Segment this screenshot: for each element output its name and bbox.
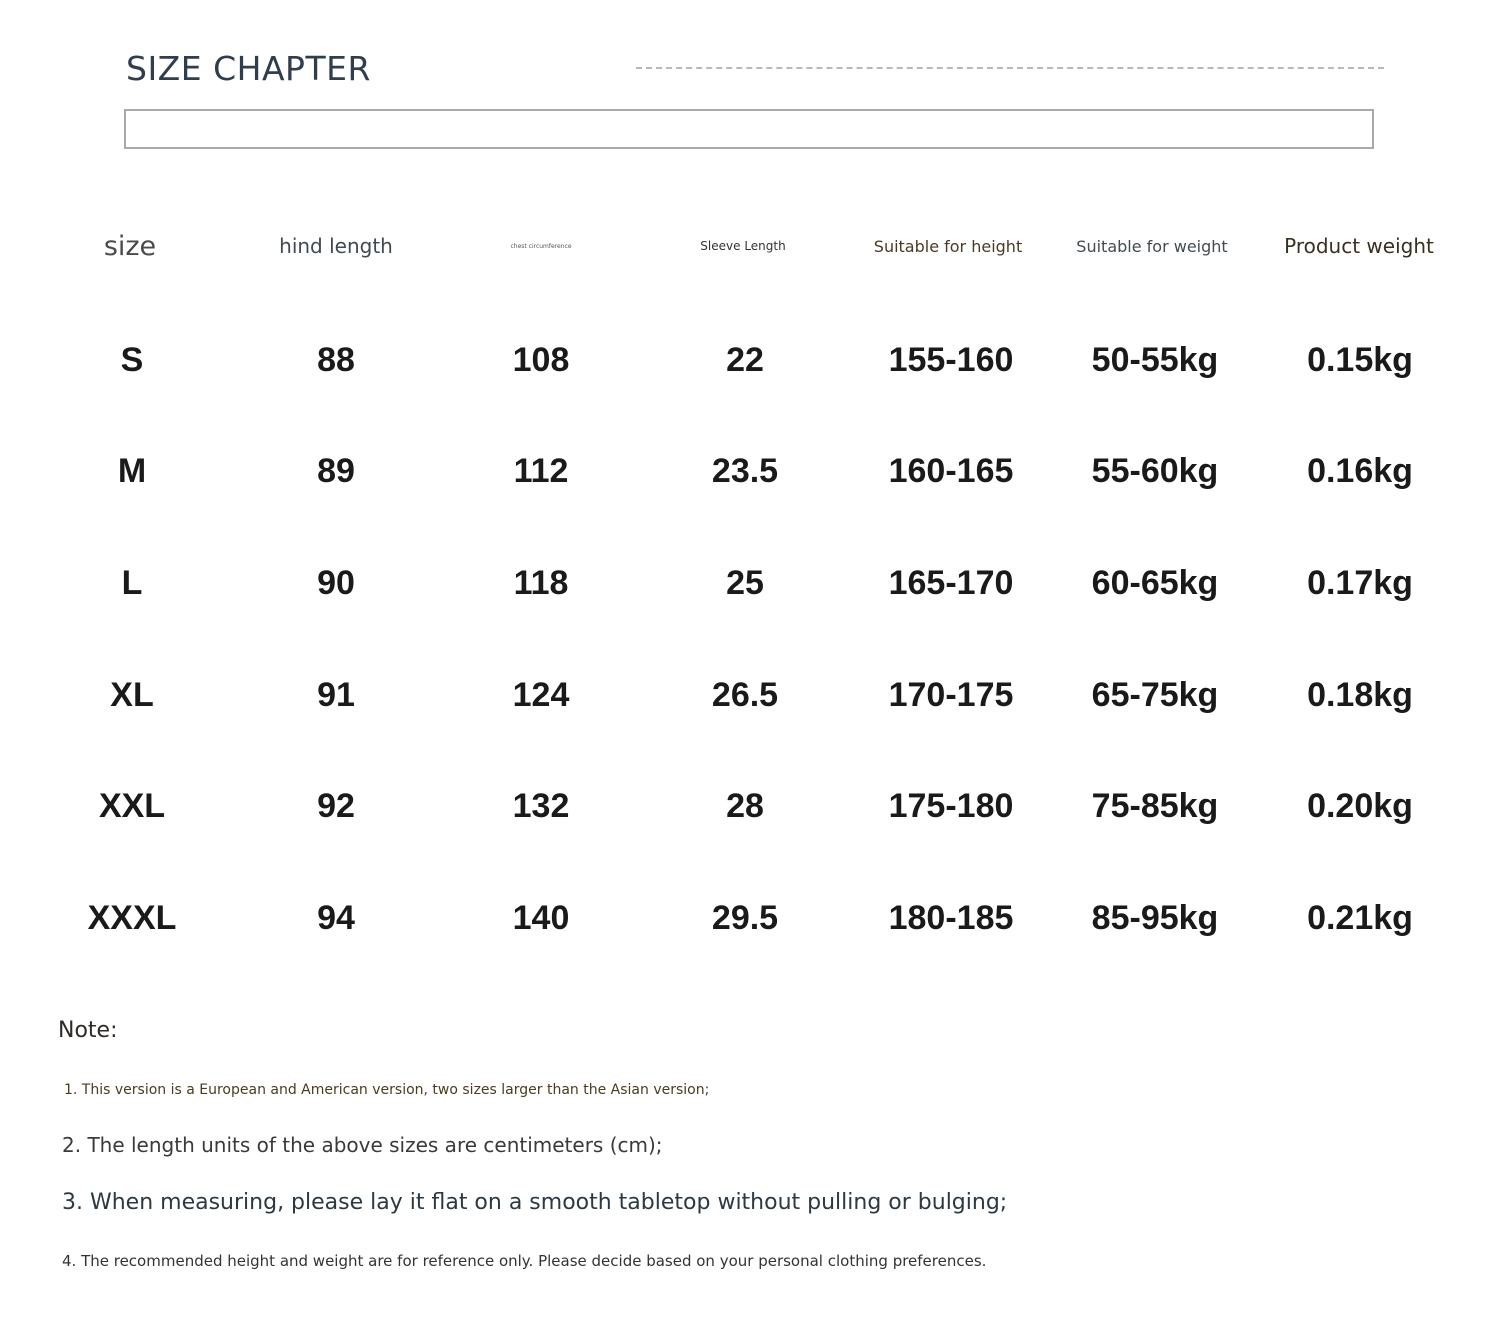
- table-cell: 26.5: [711, 675, 779, 714]
- table-cell: 132: [512, 786, 570, 825]
- table-cell: 90: [317, 563, 355, 602]
- title-banner-box: [124, 109, 1374, 149]
- table-cell: 0.17kg: [1307, 563, 1413, 602]
- table-cell: 91: [317, 675, 355, 714]
- table-cell: 23.5: [711, 451, 779, 490]
- table-cell: 60-65kg: [1091, 563, 1219, 602]
- table-cell: 88: [317, 340, 355, 379]
- table-row: [0, 776, 1496, 836]
- table-cell: 25: [726, 563, 764, 602]
- table-cell: 175-180: [888, 786, 1014, 825]
- page-title: SIZE CHAPTER: [126, 49, 371, 88]
- table-cell: 170-175: [888, 675, 1014, 714]
- note-item-4: 4. The recommended height and weight are for reference only. Please decide based on your personal clothing preferences.: [62, 1252, 987, 1270]
- table-cell: 0.15kg: [1307, 340, 1413, 379]
- table-cell: 140: [512, 898, 570, 937]
- table-cell: 65-75kg: [1091, 675, 1219, 714]
- table-cell: 118: [513, 563, 569, 602]
- title-dashed-divider: [636, 67, 1384, 69]
- table-cell: 22: [726, 340, 764, 379]
- note-item-3: 3. When measuring, please lay it flat on a smooth tabletop without pulling or bulging;: [62, 1190, 1008, 1215]
- column-header-suitable-height: Suitable for height: [873, 236, 1023, 256]
- table-row: [0, 888, 1496, 948]
- table-cell: M: [117, 451, 147, 490]
- table-cell: 75-85kg: [1091, 786, 1219, 825]
- column-header-sleeve-length: Sleeve Length: [700, 239, 786, 253]
- table-row: [0, 330, 1496, 390]
- column-header-hind-length: hind length: [279, 234, 393, 258]
- table-cell: 165-170: [888, 563, 1014, 602]
- table-cell: 89: [317, 451, 355, 490]
- table-cell: 155-160: [888, 340, 1014, 379]
- table-cell: 94: [317, 898, 355, 937]
- table-cell: 160-165: [888, 451, 1014, 490]
- table-cell: 28: [726, 786, 764, 825]
- column-header-chest-circumference: chest circumference: [510, 242, 572, 250]
- table-cell: 108: [512, 340, 570, 379]
- table-cell: 0.18kg: [1307, 675, 1413, 714]
- table-row: [0, 665, 1496, 725]
- notes-title: Note:: [58, 1018, 118, 1043]
- column-header-suitable-weight: Suitable for weight: [1076, 236, 1228, 256]
- table-cell: L: [121, 563, 143, 602]
- table-cell: 0.16kg: [1307, 451, 1413, 490]
- table-cell: XXXL: [87, 898, 177, 937]
- table-cell: 180-185: [888, 898, 1014, 937]
- note-item-2: 2. The length units of the above sizes are centimeters (cm);: [62, 1133, 663, 1157]
- table-row: [0, 553, 1496, 613]
- table-cell: 124: [512, 675, 570, 714]
- table-cell: S: [120, 340, 144, 379]
- table-cell: 92: [317, 786, 355, 825]
- column-header-size: size: [103, 230, 157, 262]
- table-cell: 0.20kg: [1307, 786, 1413, 825]
- table-cell: 112: [513, 451, 569, 490]
- table-cell: 55-60kg: [1091, 451, 1219, 490]
- table-cell: XXL: [98, 786, 166, 825]
- note-item-1: 1. This version is a European and American version, two sizes larger than the Asian version;: [64, 1082, 710, 1098]
- table-cell: 85-95kg: [1091, 898, 1219, 937]
- column-header-product-weight: Product weight: [1284, 234, 1434, 258]
- table-cell: XL: [110, 675, 154, 714]
- table-cell: 0.21kg: [1307, 898, 1413, 937]
- table-cell: 50-55kg: [1091, 340, 1219, 379]
- table-row: [0, 441, 1496, 501]
- table-cell: 29.5: [711, 898, 779, 937]
